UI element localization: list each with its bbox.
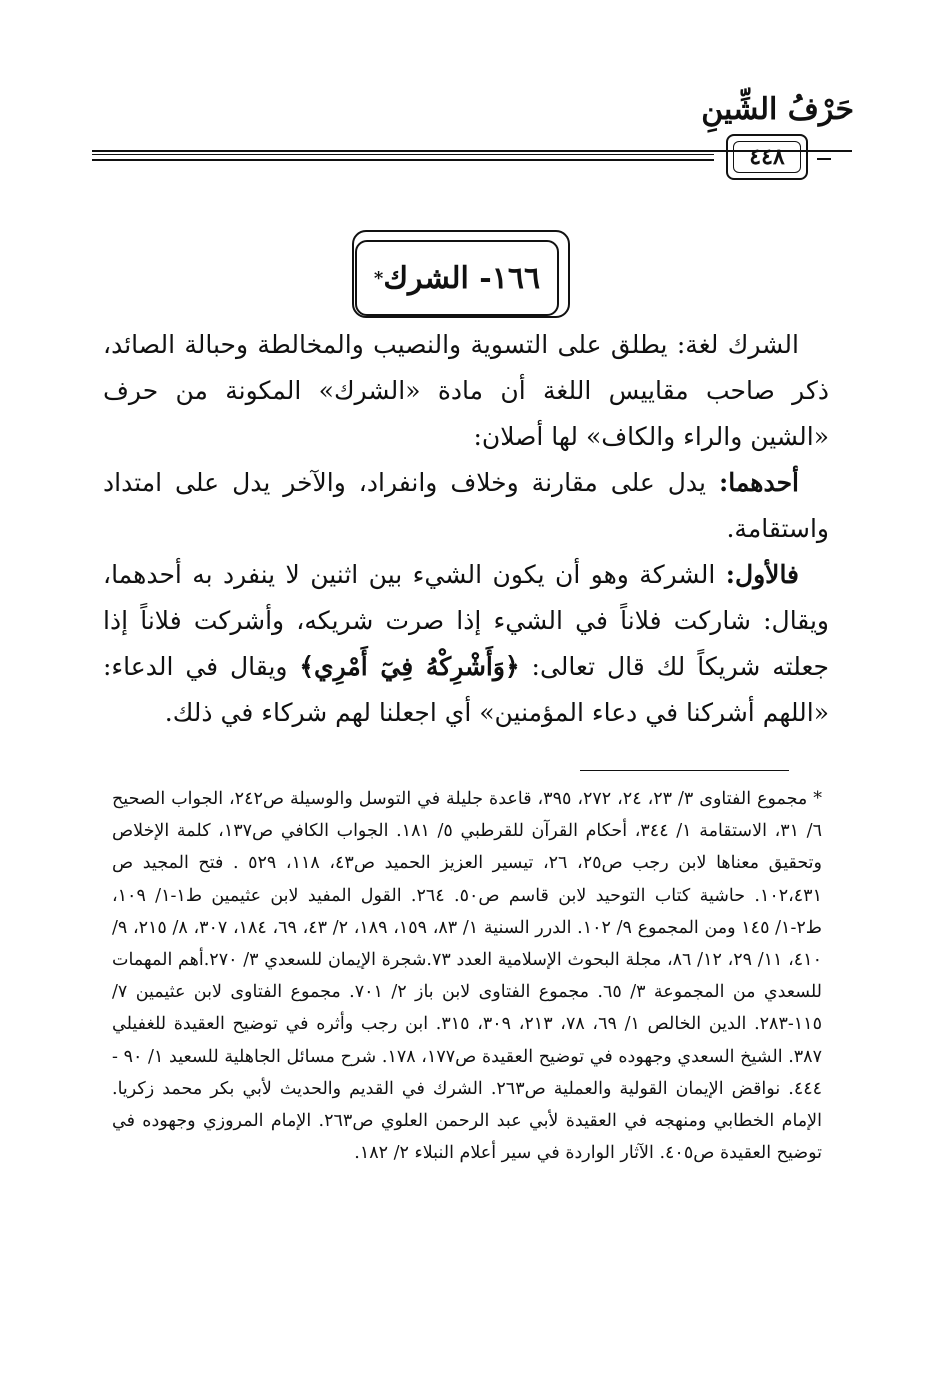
header-rule-lower (92, 159, 714, 161)
paragraph-label: أحدهما: (718, 468, 799, 497)
body-text (103, 322, 829, 736)
header-rule-inner (92, 154, 714, 155)
footnote-references: * مجموع الفتاوى ٣/ ٢٣، ٢٤، ٢٧٢، ٣٩٥، قاعدة جليلة في التوسل والوسيلة ص٢٤٢، الجواب الصحيح ٦/ ٣١، الاستقامة ١/ ٣٤٤، أحكام القرآن للقرطبي ٥/ ١٨١. الجواب الكافي ص١٣٧، كلمة الإخلاص وتحقيق معناها لابن رجب ص٢٥، ٢٦، تيسير العزيز الحميد ص٤٣، ١١٨، ٥٢٩ . فتح المجيد ص ١٠٢،٤٣١. حاشية كتاب التوحيد لابن قاسم ص٥٠. ٢٦٤. القول المفيد لابن عثيمين ط١-١/ ١٠٩، ط٢-١/ ١٤٥ ومن المجموع ٩/ ١٠٢. الدرر السنية ١/ ٨٣، ١٥٩، ١٨٩، ٢/ ٤٣، ٦٩، ١٨٤، ٣٠٧، ٨/ ٢١٥، ٩/ ٤١٠، ١١/ ٢٩، ١٢/ ٨٦، مجلة البحوث الإسلامية العدد ٧٣.شجرة الإيمان للسعدي ٣/ ٢٧٠.أهم المهمات للسعدي من المجموعة ٣/ ٦٥. مجموع الفتاوى لابن باز ٢/ ٧٠١. مجموع الفتاوى لابن عثيمين ٧/ ١١٥-٢٨٣. الدين الخالص ١/ ٦٩، ٧٨، ٢١٣، ٣٠٩، ٣١٥. ابن رجب وأثره في توضيح العقيدة للغفيلي ٣٨٧. الشيخ السعدي وجهوده في توضيح العقيدة ص١٧٧، ١٧٨. شرح مسائل الجاهلية للسعيد ١/ ٩٠ - ٤٤٤. نواقض الإيمان القولية والعملية ص٢٦٣. الشرك في القديم والحديث لأبي بكر محمد زكريا. الإمام الخطابي ومنهجه في العقيدة لأبي عبد الرحمن العلوي ص٢٦٣. الإمام المروزي وجهوده في توضيح العقيدة ص٤٠٥. الآثار الواردة في سير أعلام النبلاء ٢/ ١٨٢. (112, 789, 823, 1164)
quran-verse: ﴿وَأَشْرِكْهُ فِيٓ أَمْرِي﴾ (299, 652, 520, 681)
running-title: حَرْفُ الشِّينِ (701, 92, 854, 127)
paragraph-definition: الشرك لغة: يطلق على التسوية والنصيب والمخالطة وحبالة الصائد، ذكر صاحب مقاييس اللغة أن مادة «الشرك» المكونة من حرف «الشين والراء والكاف» لها أصلان: (103, 330, 829, 451)
paragraph-first-root: أحدهما: يدل على مقارنة وخلاف وانفراد، والآخر يدل على امتداد واستقامة. (103, 468, 829, 543)
entry-title-text: ١٦٦- الشرك (383, 260, 541, 296)
paragraph-first-meaning: فالأول: الشركة وهو أن يكون الشيء بين اثنين لا ينفرد به أحدهما، ويقال: شاركت فلاناً في الشيء إذا صرت شريكه، وأشركت فلاناً إذا جعلته شريكاً لك قال تعالى: ﴿وَأَشْرِكْهُ فِيٓ أَمْرِي﴾ ويقال في الدعاء: «اللهم أشركنا في دعاء المؤمنين» أي اجعلنا لهم شركاء في ذلك. (103, 560, 829, 727)
page-number-box (726, 134, 808, 180)
entry-title (355, 240, 559, 316)
footnote-separator (580, 770, 789, 771)
footnote-marker: * (373, 267, 384, 289)
paragraph-label: فالأول: (725, 560, 800, 589)
page-number: ٤٤٨ (749, 144, 785, 170)
